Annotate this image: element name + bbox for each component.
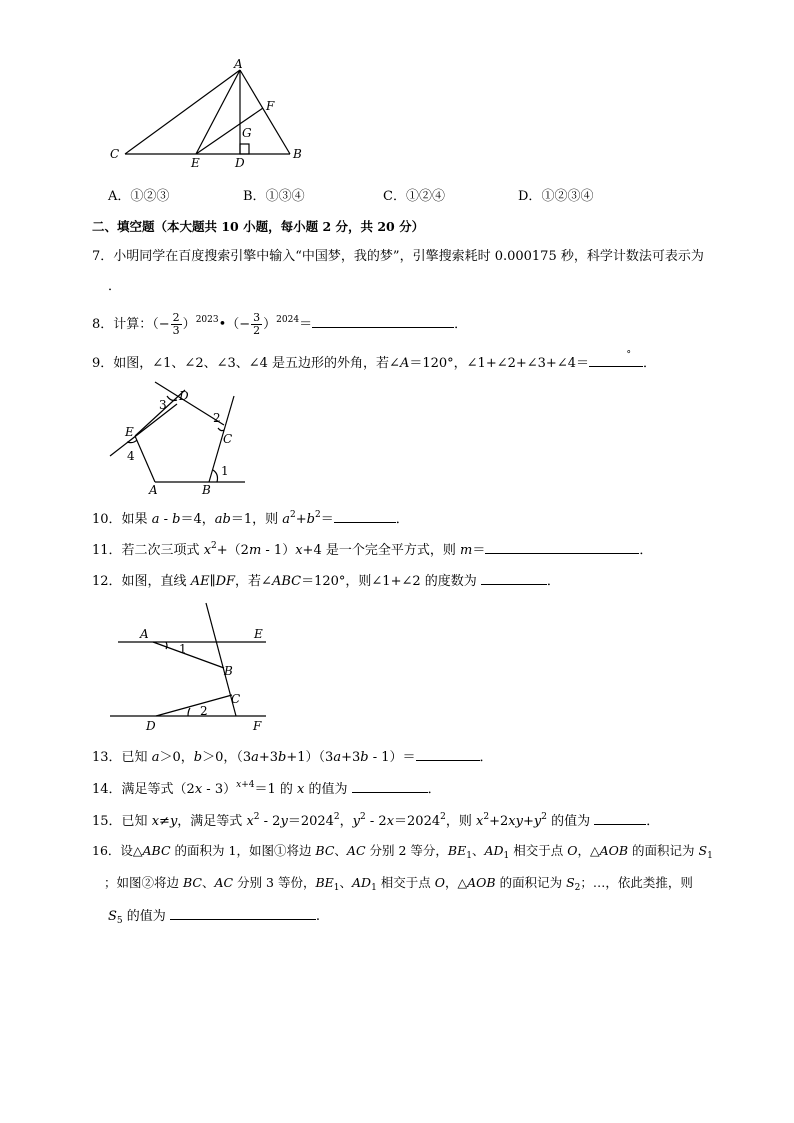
label-D: D — [146, 719, 156, 733]
question-12: 12．如图，直线 AE∥DF，若∠ABC＝120°，则∠1+∠2 的度数为 ． — [92, 570, 560, 591]
label-1: 1 — [221, 464, 229, 478]
pentagon-figure — [105, 378, 255, 498]
question-11: 11．若二次三项式 $x^2+(2m - 1)x+4$ 是一个完全平方式，则 m＝ ． — [92, 541, 653, 558]
question-16-line-1: 16．设△ABC 的面积为 1，如图①将边 BC、AC 分别 2 等分，$BE_1$、$AD_1$ 相交于点 O，△AOB 的面积记为 $S_1$ — [92, 843, 713, 861]
answer-blank[interactable] — [312, 313, 454, 328]
answer-blank[interactable]: ° — [589, 352, 643, 367]
question-8: 8．计算：（− $\frac{2}{3}$ ）$^{2023}$•（− $\frac{3}{2}$ ）$^{2024}$＝ ． — [92, 311, 468, 337]
question-16-line-2: ；如图②将边 BC、AC 分别 3 等份，$BE_1$、$AD_1$ 相交于点 O，△AOB 的面积记为 $S_2$；…，依此类推，则 — [104, 875, 693, 893]
question-10: 10．如果 a - b＝4，ab＝1，则 $a^2+b^2=$ ． — [92, 510, 409, 527]
label-D: D — [235, 156, 245, 170]
label-B: B — [202, 483, 211, 497]
parallel-lines-figure — [108, 600, 278, 735]
triangle-figure — [100, 58, 320, 173]
label-D: D — [179, 389, 189, 403]
option-b: B．①③④ — [243, 189, 305, 204]
answer-blank[interactable] — [485, 539, 639, 554]
label-3: 3 — [159, 398, 167, 412]
label-B: B — [224, 664, 233, 678]
question-13: 13．已知 a＞0，b＞0，（3a+3b+1）（3a+3b - 1）＝ ． — [92, 746, 493, 767]
question-9: 9．如图，∠1、∠2、∠3、∠4 是五边形的外角，若∠A＝120°，∠1+∠2+∠3+∠4＝ ° ． — [92, 350, 657, 371]
question-7: 7．小明同学在百度搜索引擎中输入“中国梦，我的梦”，引擎搜索耗时 0.000175 秒，科学计数法可表示为 — [92, 249, 704, 264]
label-2: 2 — [213, 411, 221, 425]
label-C: C — [231, 692, 241, 706]
option-a: A．①②③ — [108, 189, 170, 204]
label-C: C — [110, 147, 120, 161]
option-c: C．①②④ — [383, 189, 445, 204]
label-B: B — [293, 147, 302, 161]
question-7-cont: ． — [108, 279, 122, 294]
label-E: E — [125, 425, 134, 439]
answer-blank[interactable] — [594, 810, 646, 825]
question-14: 14．满足等式（2x - 3）$^{x+4}$＝1 的 x 的值为 ． — [92, 780, 441, 797]
section-heading: 二、填空题（本大题共 10 小题，每小题 2 分，共 20 分） — [92, 219, 425, 234]
answer-blank[interactable] — [481, 570, 547, 585]
option-d: D．①②③④ — [518, 189, 594, 204]
label-F: F — [266, 99, 275, 113]
label-4: 4 — [127, 449, 135, 463]
label-A: A — [140, 627, 149, 641]
label-F: F — [253, 719, 262, 733]
question-16-line-3: $S_5$ 的值为 . — [108, 905, 320, 926]
question-15: 15．已知 x≠y，满足等式 $x^2 - 2y=2024^2$，$y^2 - 2x=2024^2$，则 $x^2+2xy+y^2$ 的值为 ． — [92, 812, 660, 829]
answer-blank[interactable] — [170, 905, 316, 920]
label-A: A — [234, 58, 243, 71]
answer-blank[interactable] — [416, 746, 480, 761]
label-A: A — [149, 483, 158, 497]
answer-blank[interactable] — [334, 508, 396, 523]
label-E: E — [191, 156, 200, 170]
label-2: 2 — [200, 704, 208, 718]
label-E: E — [254, 627, 263, 641]
label-1: 1 — [179, 642, 187, 656]
label-G: G — [242, 126, 252, 140]
label-C: C — [223, 432, 233, 446]
answer-blank[interactable] — [352, 778, 428, 793]
